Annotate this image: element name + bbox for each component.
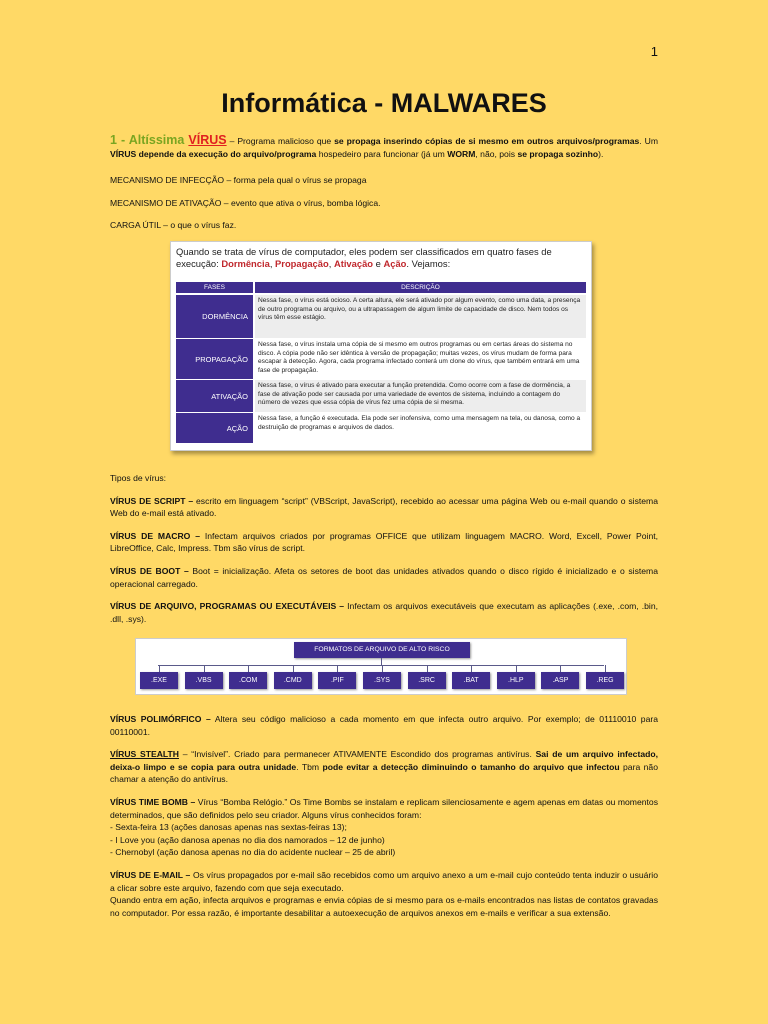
format-box: .ASP: [541, 672, 579, 689]
format-box: .SYS: [363, 672, 401, 689]
format-box: .REG: [586, 672, 624, 689]
virus-types: [110, 472, 658, 635]
format-box: .SRC: [408, 672, 446, 689]
section-virus-intro: [110, 134, 658, 170]
mecanismo-ativacao: MECANISMO DE ATIVAÇÃO – evento que ativa o vírus, bomba lógica.: [110, 197, 381, 208]
format-box: .CMD: [274, 672, 312, 689]
page-number: 1: [650, 44, 658, 59]
table-header: [176, 282, 586, 293]
phase-name: AÇÃO: [176, 413, 253, 443]
virus-types-2: [110, 713, 658, 929]
phase-name: DORMÊNCIA: [176, 295, 253, 338]
connector: [560, 665, 561, 672]
connector: [605, 665, 606, 672]
header-descricao: DESCRIÇÃO: [255, 282, 586, 293]
connector: [516, 665, 517, 672]
list-item: - Chernobyl (ação danosa apenas no dia do acidente nuclear – 25 de abril): [110, 847, 396, 858]
formats-title: FORMATOS DE ARQUIVO DE ALTO RISCO: [294, 642, 470, 658]
virus-timebomb: VÍRUS TIME BOMB – Vírus “Bomba Relógio.” Os Time Bombs se instalam e replicam silenciosamente e agem apenas em datas ou momentos determinados, que são definidos pelo seu criador. Alguns vírus conhecidos foram: - Sexta-feira 13 (ações danosas apenas nas sextas-feiras 13); - I Love you (ação danosa apenas no dia dos namorados – 12 de junho) - Chernobyl (ação danosa apenas no dia do acidente nuclear – 25 de abril): [110, 796, 658, 858]
phase-description: Nessa fase, o vírus está ocioso. A certa altura, ele será ativado por algum evento, como uma data, a presença de outro programa ou arquivo, ou a ultrapassagem de algum limite de capacidade de disco. Nem todos os vírus têm esse estágio.: [255, 295, 586, 338]
table-row: [176, 413, 586, 443]
phases-table: [176, 282, 586, 444]
connector: [471, 665, 472, 672]
virus-word: VÍRUS: [188, 133, 227, 147]
table-row: [176, 295, 586, 338]
virus-macro: VÍRUS DE MACRO – Infectam arquivos criados por programas OFFICE que utilizam linguagem MACRO. Word, Excell, Power Point, LibreOffice, Calc, Impress. Tbm são vírus de script.: [110, 530, 659, 554]
connector: [337, 665, 338, 672]
connector: [204, 665, 205, 672]
virus-arquivo: VÍRUS DE ARQUIVO, PROGRAMAS OU EXECUTÁVEIS – Infectam os arquivos executáveis que executam as aplicações (.exe, .com, .bin, .dll, .sys).: [110, 601, 658, 624]
format-box: .EXE: [140, 672, 178, 689]
virus-definition: 1 - Altíssima VÍRUS – Programa malicioso que se propaga inserindo cópias de si mesmo em outros arquivos/programas. Um VÍRUS depende da execução do arquivo/programa hospedeiro para funcionar (já um WORM, não, pois se propaga sozinho).: [110, 133, 659, 159]
carga-util: CARGA ÚTIL – o que o vírus faz.: [110, 220, 237, 231]
section-heading: 1 - Altíssima: [110, 133, 189, 147]
formats-figure: [135, 638, 627, 695]
mecanismo-infeccao: MECANISMO DE INFECÇÃO – forma pela qual o vírus se propaga: [110, 175, 367, 185]
connector: [248, 665, 249, 672]
phases-intro: Quando se trata de vírus de computador, eles podem ser classificados em quatro fases de execução: Dormência, Propagação, Ativação e Ação. Vejamos:: [176, 246, 552, 269]
tipos-heading: Tipos de vírus:: [110, 473, 167, 483]
phase-description: Nessa fase, o vírus é ativado para executar a função pretendida. Como ocorre com a fase de dormência, a fase de ativação pode ser causada por uma variedade de eventos de sistema, incluindo a contagem do número de vezes que essa cópia de vírus fez uma cópia de si mesma.: [255, 380, 586, 412]
connector: [381, 658, 382, 665]
format-box: .HLP: [497, 672, 535, 689]
header-fases: FASES: [176, 282, 253, 293]
phase-description: Nessa fase, o vírus instala uma cópia de si mesmo em outros programas ou em certas áreas do sistema no disco. A cópia pode não ser idêntica à versão de propagação; muitas vezes, os vírus mudam de forma para escapar à detecção. Agora, cada programa infectado conterá um clone do vírus, que também entrará em uma fase de propagação.: [255, 339, 586, 379]
format-box: .COM: [229, 672, 267, 689]
connector: [159, 665, 160, 672]
phase-description: Nessa fase, a função é executada. Ela pode ser inofensiva, como uma mensagem na tela, ou danosa, como a destruição de programas e arquivos de dados.: [255, 413, 586, 443]
connector: [427, 665, 428, 672]
list-item: - Sexta-feira 13 (ações danosas apenas nas sextas-feiras 13);: [110, 822, 347, 833]
page-title: Informática - MALWARES: [221, 88, 547, 118]
list-item: - I Love you (ação danosa apenas no dia dos namorados – 12 de junho): [110, 834, 385, 845]
virus-stealth: VÍRUS STEALTH – “Invisível”. Criado para permanecer ATIVAMENTE Escondido dos programas antivírus. Sai de um arquivo infectado, deixa-o limpo e se copia para outra unidade. Tbm pode evitar a detecção diminuindo o tamanho do arquivo que infectou para não chamar a atenção do antivírus.: [110, 749, 658, 785]
virus-script: VÍRUS DE SCRIPT – escrito em linguagem “script” (VBScript, JavaScript), recebido ao acessar uma página Web ou e-mail quando o sistema Web do e-mail está ativado.: [110, 495, 658, 519]
connector: [158, 665, 604, 666]
virus-email: VÍRUS DE E-MAIL – Os vírus propagados por e-mail são recebidos como um arquivo anexo a um e-mail cujo conteúdo tenta induzir o usuário a clicar sobre este arquivo, fazendo com que seja executado. Quando entra em ação, infecta arquivos e programas e envia cópias de si mesmo para os e-mails encontrados nas listas de contatos gravadas no computador. Por essa razão, é importante desabilitar a autoexecução de arquivos anexos em e-mails e verificar a sua extensão.: [110, 869, 658, 918]
format-box: .BAT: [452, 672, 490, 689]
connector: [382, 665, 383, 672]
phases-table-figure: [170, 241, 592, 451]
phase-name: PROPAGAÇÃO: [176, 339, 253, 379]
mechanisms: [110, 174, 658, 242]
table-row: [176, 380, 586, 412]
format-box: .PIF: [318, 672, 356, 689]
virus-polimorfico: VÍRUS POLIMÓRFICO – Altera seu código malicioso a cada momento em que infecta outro arquivo. Por exemplo; de 01110010 para 00110001.: [110, 714, 658, 737]
format-box: .VBS: [185, 672, 223, 689]
phase-name: ATIVAÇÃO: [176, 380, 253, 412]
virus-boot: VÍRUS DE BOOT – Boot = inicialização. Afeta os setores de boot das unidades ativados quando o disco rígido é inicializado e o sistema operacional carregado.: [110, 565, 658, 589]
table-row: [176, 339, 586, 379]
connector: [293, 665, 294, 672]
